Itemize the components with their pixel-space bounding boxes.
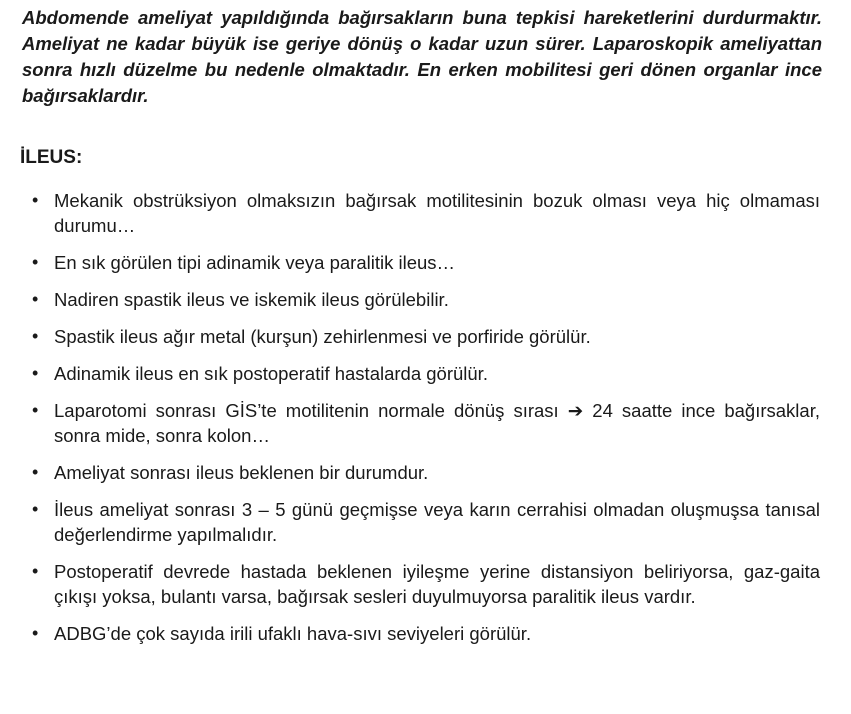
bullet-mark: •	[32, 462, 39, 482]
list-item	[32, 250, 820, 275]
list-item	[32, 398, 820, 448]
section-heading: İLEUS:	[20, 147, 83, 168]
bullet-mark: •	[32, 363, 39, 383]
list-item	[32, 621, 820, 646]
list-item-text: Nadiren spastik ileus ve iskemik ileus görülebilir.	[54, 289, 449, 310]
bullet-mark: •	[32, 252, 39, 272]
list-item-text: Spastik ileus ağır metal (kurşun) zehirlenmesi ve porfiride görülür.	[54, 326, 591, 347]
list-item	[32, 460, 820, 485]
list-item	[32, 287, 820, 312]
list-item-text: Postoperatif devrede hastada beklenen iyileşme yerine distansiyon beliriyorsa, gaz-gaita çıkışı yoksa, bulantı varsa, bağırsak sesleri duyulmuyorsa paralitik ileus vardır.	[54, 561, 820, 607]
list-item-text: En sık görülen tipi adinamik veya paralitik ileus…	[54, 252, 456, 273]
list-item	[32, 324, 820, 349]
bullet-list	[32, 188, 820, 658]
bullet-mark: •	[32, 499, 39, 519]
list-item	[32, 559, 820, 609]
bullet-mark: •	[32, 623, 39, 643]
bullet-mark: •	[32, 326, 39, 346]
bullet-mark: •	[32, 400, 39, 420]
list-item-text: ADBG’de çok sayıda irili ufaklı hava-sıvı seviyeleri görülür.	[54, 623, 532, 644]
list-item-text: Ameliyat sonrası ileus beklenen bir durumdur.	[54, 462, 429, 483]
list-item-text: Laparotomi sonrası GİS’te motilitenin normale dönüş sırası ➔ 24 saatte ince bağırsaklar, sonra mide, sonra kolon…	[54, 400, 820, 446]
bullet-mark: •	[32, 190, 39, 210]
bullet-mark: •	[32, 561, 39, 581]
list-item-text: İleus ameliyat sonrası 3 – 5 günü geçmişse veya karın cerrahisi olmadan oluşmuşsa tanısal değerlendirme yapılmalıdır.	[54, 499, 820, 545]
intro-paragraph: Abdomende ameliyat yapıldığında bağırsakların buna tepkisi hareketlerini durdurmaktır. Ameliyat ne kadar büyük ise geriye dönüş o kadar uzun sürer. Laparoskopik ameliyattan sonra hızlı düzelme bu nedenle olmaktadır. En erken mobilitesi geri dönen organlar ince bağırsaklardır.	[22, 7, 822, 106]
list-item-text: Adinamik ileus en sık postoperatif hastalarda görülür.	[54, 363, 488, 384]
list-item	[32, 361, 820, 386]
list-item	[32, 188, 820, 238]
list-item-text: Mekanik obstrüksiyon olmaksızın bağırsak motilitesinin bozuk olması veya hiç olmaması durumu…	[54, 190, 820, 236]
list-item	[32, 497, 820, 547]
bullet-mark: •	[32, 289, 39, 309]
